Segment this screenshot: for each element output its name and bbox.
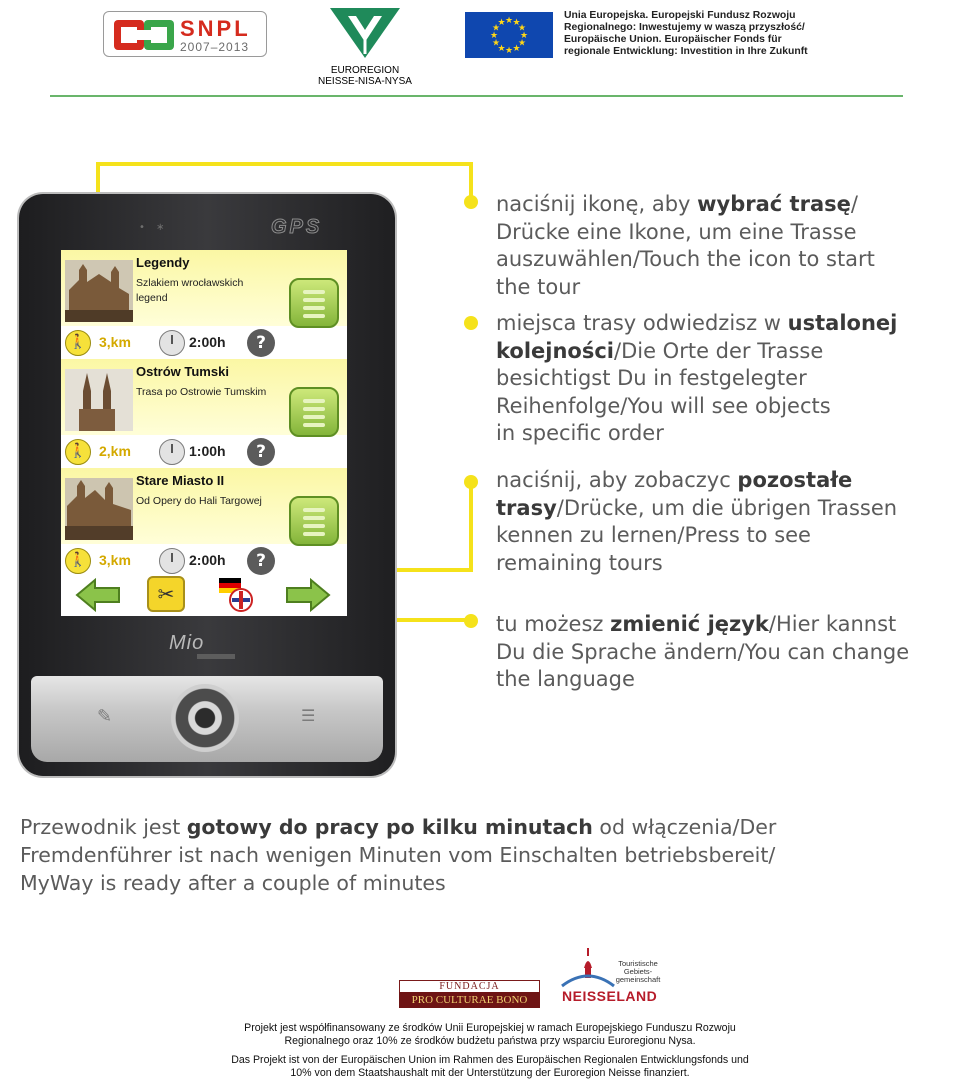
- arrow-left-icon[interactable]: [75, 578, 121, 612]
- text-line: in specific order: [496, 421, 664, 445]
- text-line: trasy/Drücke, um die übrigen Trassen: [496, 495, 898, 520]
- joystick-button[interactable]: [171, 684, 239, 752]
- text-line: the language: [496, 667, 635, 691]
- text-line: Przewodnik jest gotowy do pracy po kilku minutach od włączenia/Der: [20, 815, 777, 839]
- tour-title: Stare Miasto II: [136, 473, 225, 488]
- callout-bullet: [464, 316, 478, 330]
- text-line: Fremdenführer ist nach wenigen Minuten vom Einschalten betriebsbereit/: [20, 843, 776, 867]
- eu-text-line: Europäische Union. Europäischer Fonds für: [564, 34, 782, 45]
- device-gps-label: GPS: [271, 216, 323, 238]
- neisseland-church-icon: [558, 946, 618, 992]
- neisseland-name: NEISSELAND: [562, 988, 658, 1004]
- tour-row[interactable]: [61, 359, 347, 468]
- device-screen: [61, 250, 347, 616]
- tour-title: Legendy: [136, 255, 190, 270]
- tour-row[interactable]: [61, 468, 347, 577]
- footer-line: Das Projekt ist von der Europäischen Union im Rahmen des Europäischen Regionalen Entwicklungsfonds und: [231, 1054, 749, 1066]
- neisseland-logo: [558, 946, 666, 1012]
- snpl-years: 2007–2013: [180, 40, 250, 54]
- callout-text: [496, 611, 956, 694]
- tour-thumbnail-icon: [65, 478, 133, 540]
- list-button-icon[interactable]: [289, 278, 339, 328]
- summary-text: [20, 813, 940, 897]
- callout-bullet: [464, 195, 478, 209]
- callout-text: [496, 310, 956, 448]
- text-line: Du die Sprache ändern/You can change: [496, 639, 910, 664]
- svg-text:★: ★: [504, 46, 514, 56]
- text-line: the tour: [496, 274, 581, 299]
- text-line: naciśnij, aby zobaczyc pozostałe: [496, 468, 853, 492]
- fundacja-logo: [399, 980, 540, 1008]
- text-line: kennen zu lernen/Press to see: [496, 523, 811, 547]
- footer-text-pl: [160, 1022, 820, 1048]
- euroregion-line1: EUROREGION: [330, 65, 400, 76]
- callout-text: [496, 191, 956, 301]
- svg-text:★: ★: [519, 31, 529, 41]
- footer-line: 10% von dem Staatshaushalt mit der Unterstützung der Euroregion Neisse finanziert.: [290, 1067, 690, 1079]
- device-brand-bar: [197, 654, 235, 659]
- footer-line: Projekt jest współfinansowany ze środków Unii Europejskiej w ramach Europejskiego Funduszu Rozwoju: [244, 1022, 736, 1034]
- tour-row[interactable]: [61, 250, 347, 359]
- footer-line: Regionalnego oraz 10% ze środków budżetu państwa przy wsparciu Euroregionu Nysa.: [284, 1035, 696, 1047]
- svg-text:★: ★: [517, 23, 527, 34]
- svg-text:★: ★: [512, 18, 521, 28]
- settings-key-icon[interactable]: ✎: [97, 706, 113, 727]
- svg-text:★: ★: [497, 18, 506, 28]
- text-line: MyWay is ready after a couple of minutes: [20, 871, 446, 895]
- snpl-name: SNPL: [180, 16, 251, 41]
- tour-distance: 2,km: [99, 443, 131, 459]
- eu-text-line: Unia Europejska. Europejski Fundusz Rozwoju: [564, 10, 796, 21]
- clock-icon: [159, 330, 185, 356]
- tour-subtitle: Szlakiem wrocławskich legend: [136, 277, 244, 304]
- device-brand-logo: Mio: [169, 632, 205, 654]
- footer-text-de: [160, 1054, 820, 1080]
- svg-text:★: ★: [489, 31, 499, 41]
- text-line: tu możesz zmienić język/Hier kannst: [496, 612, 897, 636]
- callout-bullet: [464, 614, 478, 628]
- text-line: besichtigst Du in festgelegter: [496, 366, 807, 390]
- text-line: remaining tours: [496, 550, 663, 575]
- text-line: Drücke eine Ikone, um eine Trasse: [496, 219, 857, 244]
- euroregion-line2: NEISSE-NISA-NYSA: [318, 76, 412, 87]
- tour-subtitle: Trasa po Ostrowie Tumskim: [136, 386, 267, 398]
- clock-icon: [159, 548, 185, 574]
- tour-duration: 1:00h: [189, 443, 226, 459]
- tour-duration: 2:00h: [189, 552, 226, 568]
- tools-icon[interactable]: ✂: [147, 576, 185, 612]
- text-line: miejsca trasy odwiedzisz w ustalonej: [496, 311, 898, 335]
- tour-thumbnail-icon: [65, 260, 133, 322]
- svg-text:★: ★: [512, 44, 521, 54]
- screen-nav-bar: [61, 576, 347, 616]
- callout-bullet: [464, 475, 478, 489]
- text-line: naciśnij ikonę, aby wybrać trasę/: [496, 192, 858, 216]
- device-indicator-icon: • ∗: [139, 222, 169, 233]
- tour-distance: 3,km: [99, 334, 131, 350]
- fundacja-top: FUNDACJA: [399, 980, 540, 992]
- text-line: Reihenfolge/You will see objects: [496, 393, 831, 418]
- tour-title: Ostrów Tumski: [136, 364, 229, 379]
- text-line: kolejności/Die Orte der Trasse: [496, 338, 824, 363]
- help-icon[interactable]: ?: [247, 329, 275, 357]
- callout-text: [496, 467, 956, 577]
- menu-key-icon[interactable]: ☰: [301, 706, 316, 725]
- walk-icon: 🚶: [65, 330, 91, 356]
- clock-icon: [159, 439, 185, 465]
- text-line: auszuwählen/Touch the icon to start: [496, 247, 875, 271]
- arrow-right-icon[interactable]: [285, 578, 331, 612]
- tour-distance: 3,km: [99, 552, 131, 568]
- eu-text-line: Regionalnego: Inwestujemy w waszą przyszłość/: [564, 22, 805, 33]
- device-button-panel: [31, 676, 383, 762]
- fundacja-bottom: PRO CULTURAE BONO: [399, 992, 540, 1008]
- svg-text:★: ★: [497, 44, 506, 54]
- svg-text:★: ★: [491, 38, 501, 49]
- tour-thumbnail-icon: [65, 369, 133, 431]
- gps-device: [19, 194, 395, 776]
- list-button-icon[interactable]: [289, 387, 339, 437]
- eu-text-line: regionale Entwicklung: Investition in Ihre Zukunft: [564, 46, 808, 57]
- help-icon[interactable]: ?: [247, 438, 275, 466]
- walk-icon: 🚶: [65, 439, 91, 465]
- svg-text:★: ★: [491, 23, 501, 34]
- tour-subtitle: Od Opery do Hali Targowej: [136, 495, 262, 507]
- help-icon[interactable]: ?: [247, 547, 275, 575]
- list-button-icon[interactable]: [289, 496, 339, 546]
- language-flag-icon[interactable]: [217, 576, 257, 612]
- tour-duration: 2:00h: [189, 334, 226, 350]
- walk-icon: 🚶: [65, 548, 91, 574]
- neisseland-small-text: Touristische Gebiets- gemeinschaft: [615, 959, 661, 984]
- svg-text:★: ★: [504, 16, 514, 26]
- svg-text:★: ★: [517, 38, 527, 49]
